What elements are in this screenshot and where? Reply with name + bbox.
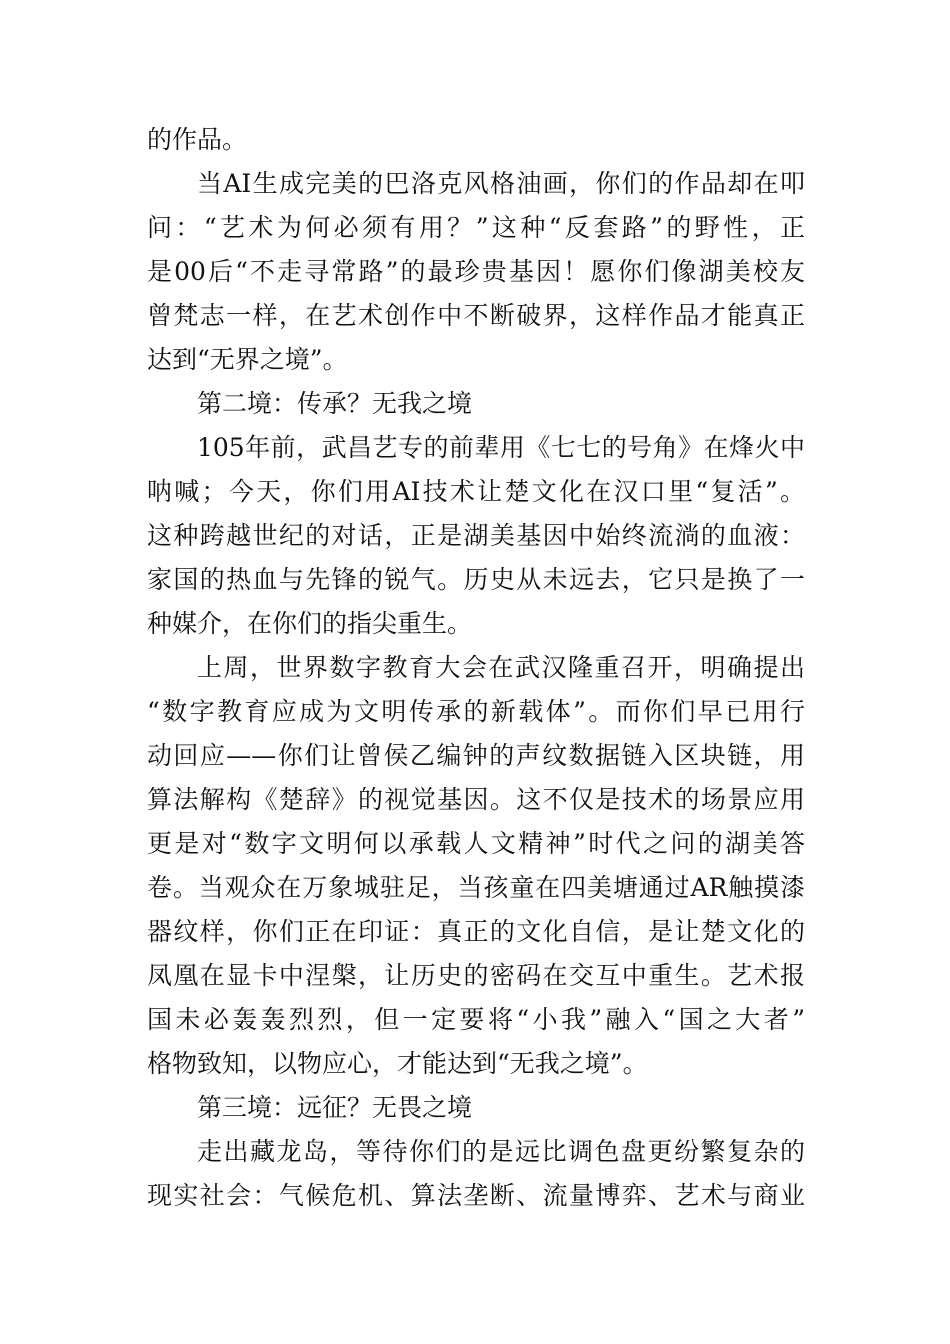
text-line: 国未必轰轰烈烈，但一定要将“小我”融入“国之大者” xyxy=(147,1005,805,1034)
text-line: 动回应——你们让曾侯乙编钟的声纹数据链入区块链，用 xyxy=(147,741,805,770)
text-line: “数字教育应成为文明传承的新载体”。而你们早已用行 xyxy=(147,697,805,726)
text-line: 算法解构《楚辞》的视觉基因。这不仅是技术的场景应用 xyxy=(147,785,805,814)
text-line: 器纹样，你们正在印证：真正的文化自信，是让楚文化的 xyxy=(147,917,805,946)
text-line: 走出藏龙岛，等待你们的是远比调色盘更纷繁复杂的 xyxy=(197,1137,805,1166)
section-heading: 第二境：传承？无我之境 xyxy=(197,389,473,418)
text-line: 曾梵志一样，在艺术创作中不断破界，这样作品才能真正 xyxy=(147,301,805,330)
section-heading: 第三境：远征？无畏之境 xyxy=(197,1093,473,1122)
text-line: 上周，世界数字教育大会在武汉隆重召开，明确提出 xyxy=(197,653,805,682)
text-line: 是00后“不走寻常路”的最珍贵基因！愿你们像湖美校友 xyxy=(147,257,805,286)
text-line: 问：“艺术为何必须有用？”这种“反套路”的野性，正 xyxy=(147,213,805,242)
text-line: 当AI生成完美的巴洛克风格油画，你们的作品却在叩 xyxy=(197,169,805,198)
text-line: 这种跨越世纪的对话，正是湖美基因中始终流淌的血液： xyxy=(147,521,805,550)
text-line: 更是对“数字文明何以承载人文精神”时代之问的湖美答 xyxy=(147,829,805,858)
text-line: 105年前，武昌艺专的前辈用《七七的号角》在烽火中 xyxy=(197,433,805,462)
text-line: 凤凰在显卡中涅槃，让历史的密码在交互中重生。艺术报 xyxy=(147,961,805,990)
text-line: 卷。当观众在万象城驻足，当孩童在四美塘通过AR触摸漆 xyxy=(147,873,805,902)
text-line: 的作品。 xyxy=(147,125,248,154)
text-line: 种媒介，在你们的指尖重生。 xyxy=(147,609,473,638)
text-line: 呐喊；今天，你们用AI技术让楚文化在汉口里“复活”。 xyxy=(147,477,805,506)
document-page xyxy=(147,118,805,1218)
text-line: 现实社会：气候危机、算法垄断、流量博弈、艺术与商业 xyxy=(147,1181,805,1210)
text-line: 格物致知，以物应心，才能达到“无我之境”。 xyxy=(147,1049,648,1078)
text-line: 家国的热血与先锋的锐气。历史从未远去，它只是换了一 xyxy=(147,565,805,594)
text-line: 达到“无界之境”。 xyxy=(147,345,348,374)
